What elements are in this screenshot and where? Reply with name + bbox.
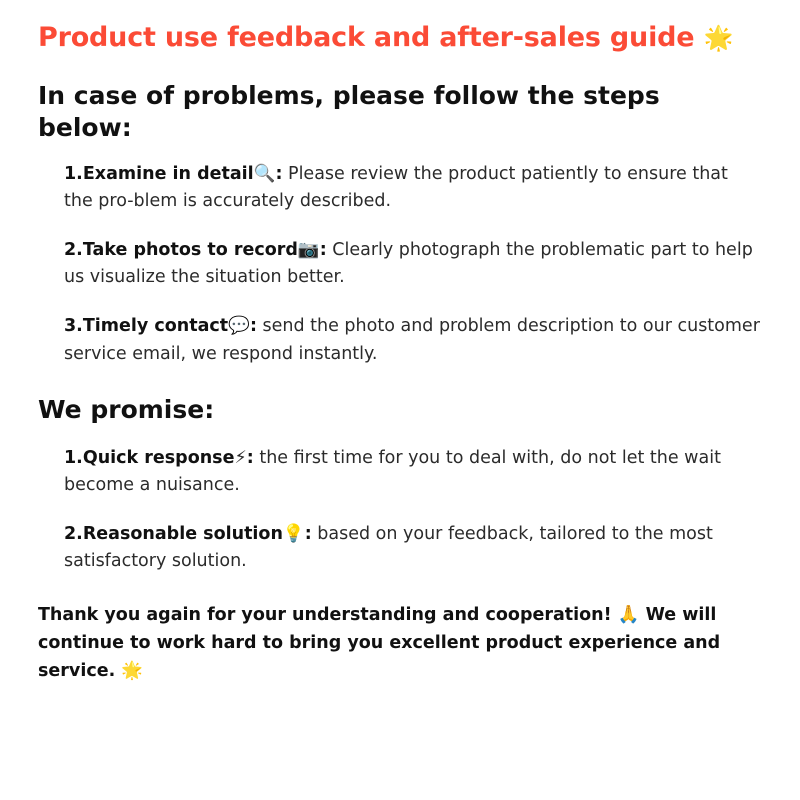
list-item bbox=[64, 445, 762, 499]
promise-label: 1.Quick response bbox=[64, 447, 235, 468]
closing-text-part2: We will continue to work hard to bring you excellent product experience and service. bbox=[38, 605, 721, 682]
lightning-icon: ⚡ bbox=[234, 447, 247, 468]
step-label: 2.Take photos to record bbox=[64, 240, 298, 261]
step-label: 1.Examine in detail bbox=[64, 163, 254, 184]
closing-paragraph bbox=[38, 601, 762, 685]
section-heading-promise: We promise: bbox=[38, 394, 215, 424]
praying-hands-icon: 🙏 bbox=[617, 605, 640, 626]
promise-separator: : bbox=[246, 447, 254, 468]
promise-label: 2.Reasonable solution bbox=[64, 524, 283, 545]
list-item bbox=[64, 161, 762, 215]
promise-text: the first time for you to deal with, do not let the wait become a nuisance. bbox=[64, 447, 721, 496]
page-title bbox=[38, 22, 762, 54]
list-item bbox=[64, 521, 762, 575]
page-title-text: Product use feedback and after-sales guide bbox=[38, 22, 695, 53]
list-item bbox=[64, 313, 762, 367]
promise-text: based on your feedback, tailored to the most satisfactory solution. bbox=[64, 524, 713, 572]
step-text: Clearly photograph the problematic part to help us visualize the situation better. bbox=[64, 240, 753, 288]
closing-text-part1: Thank you again for your understanding and cooperation! bbox=[38, 605, 612, 626]
star-icon: 🌟 bbox=[121, 661, 144, 682]
section-heading-problems: In case of problems, please follow the steps below: bbox=[38, 81, 660, 142]
step-text: Please review the product patiently to ensure that the pro-blem is accurately described. bbox=[64, 163, 728, 212]
lightbulb-icon: 💡 bbox=[282, 524, 305, 545]
list-item bbox=[64, 237, 762, 291]
problem-steps-list bbox=[64, 161, 762, 368]
magnifier-icon: 🔍 bbox=[253, 163, 276, 184]
camera-icon: 📷 bbox=[297, 240, 320, 261]
promise-separator: : bbox=[304, 524, 312, 545]
step-separator: : bbox=[275, 163, 283, 184]
step-label: 3.Timely contact bbox=[64, 316, 229, 337]
step-separator: : bbox=[319, 240, 327, 261]
promise-list bbox=[64, 445, 762, 576]
step-separator: : bbox=[249, 316, 257, 337]
star-icon: 🌟 bbox=[703, 24, 734, 52]
step-text: send the photo and problem description to our customer service email, we respond instantly. bbox=[64, 316, 760, 364]
speech-bubble-icon: 💬 bbox=[228, 316, 250, 337]
